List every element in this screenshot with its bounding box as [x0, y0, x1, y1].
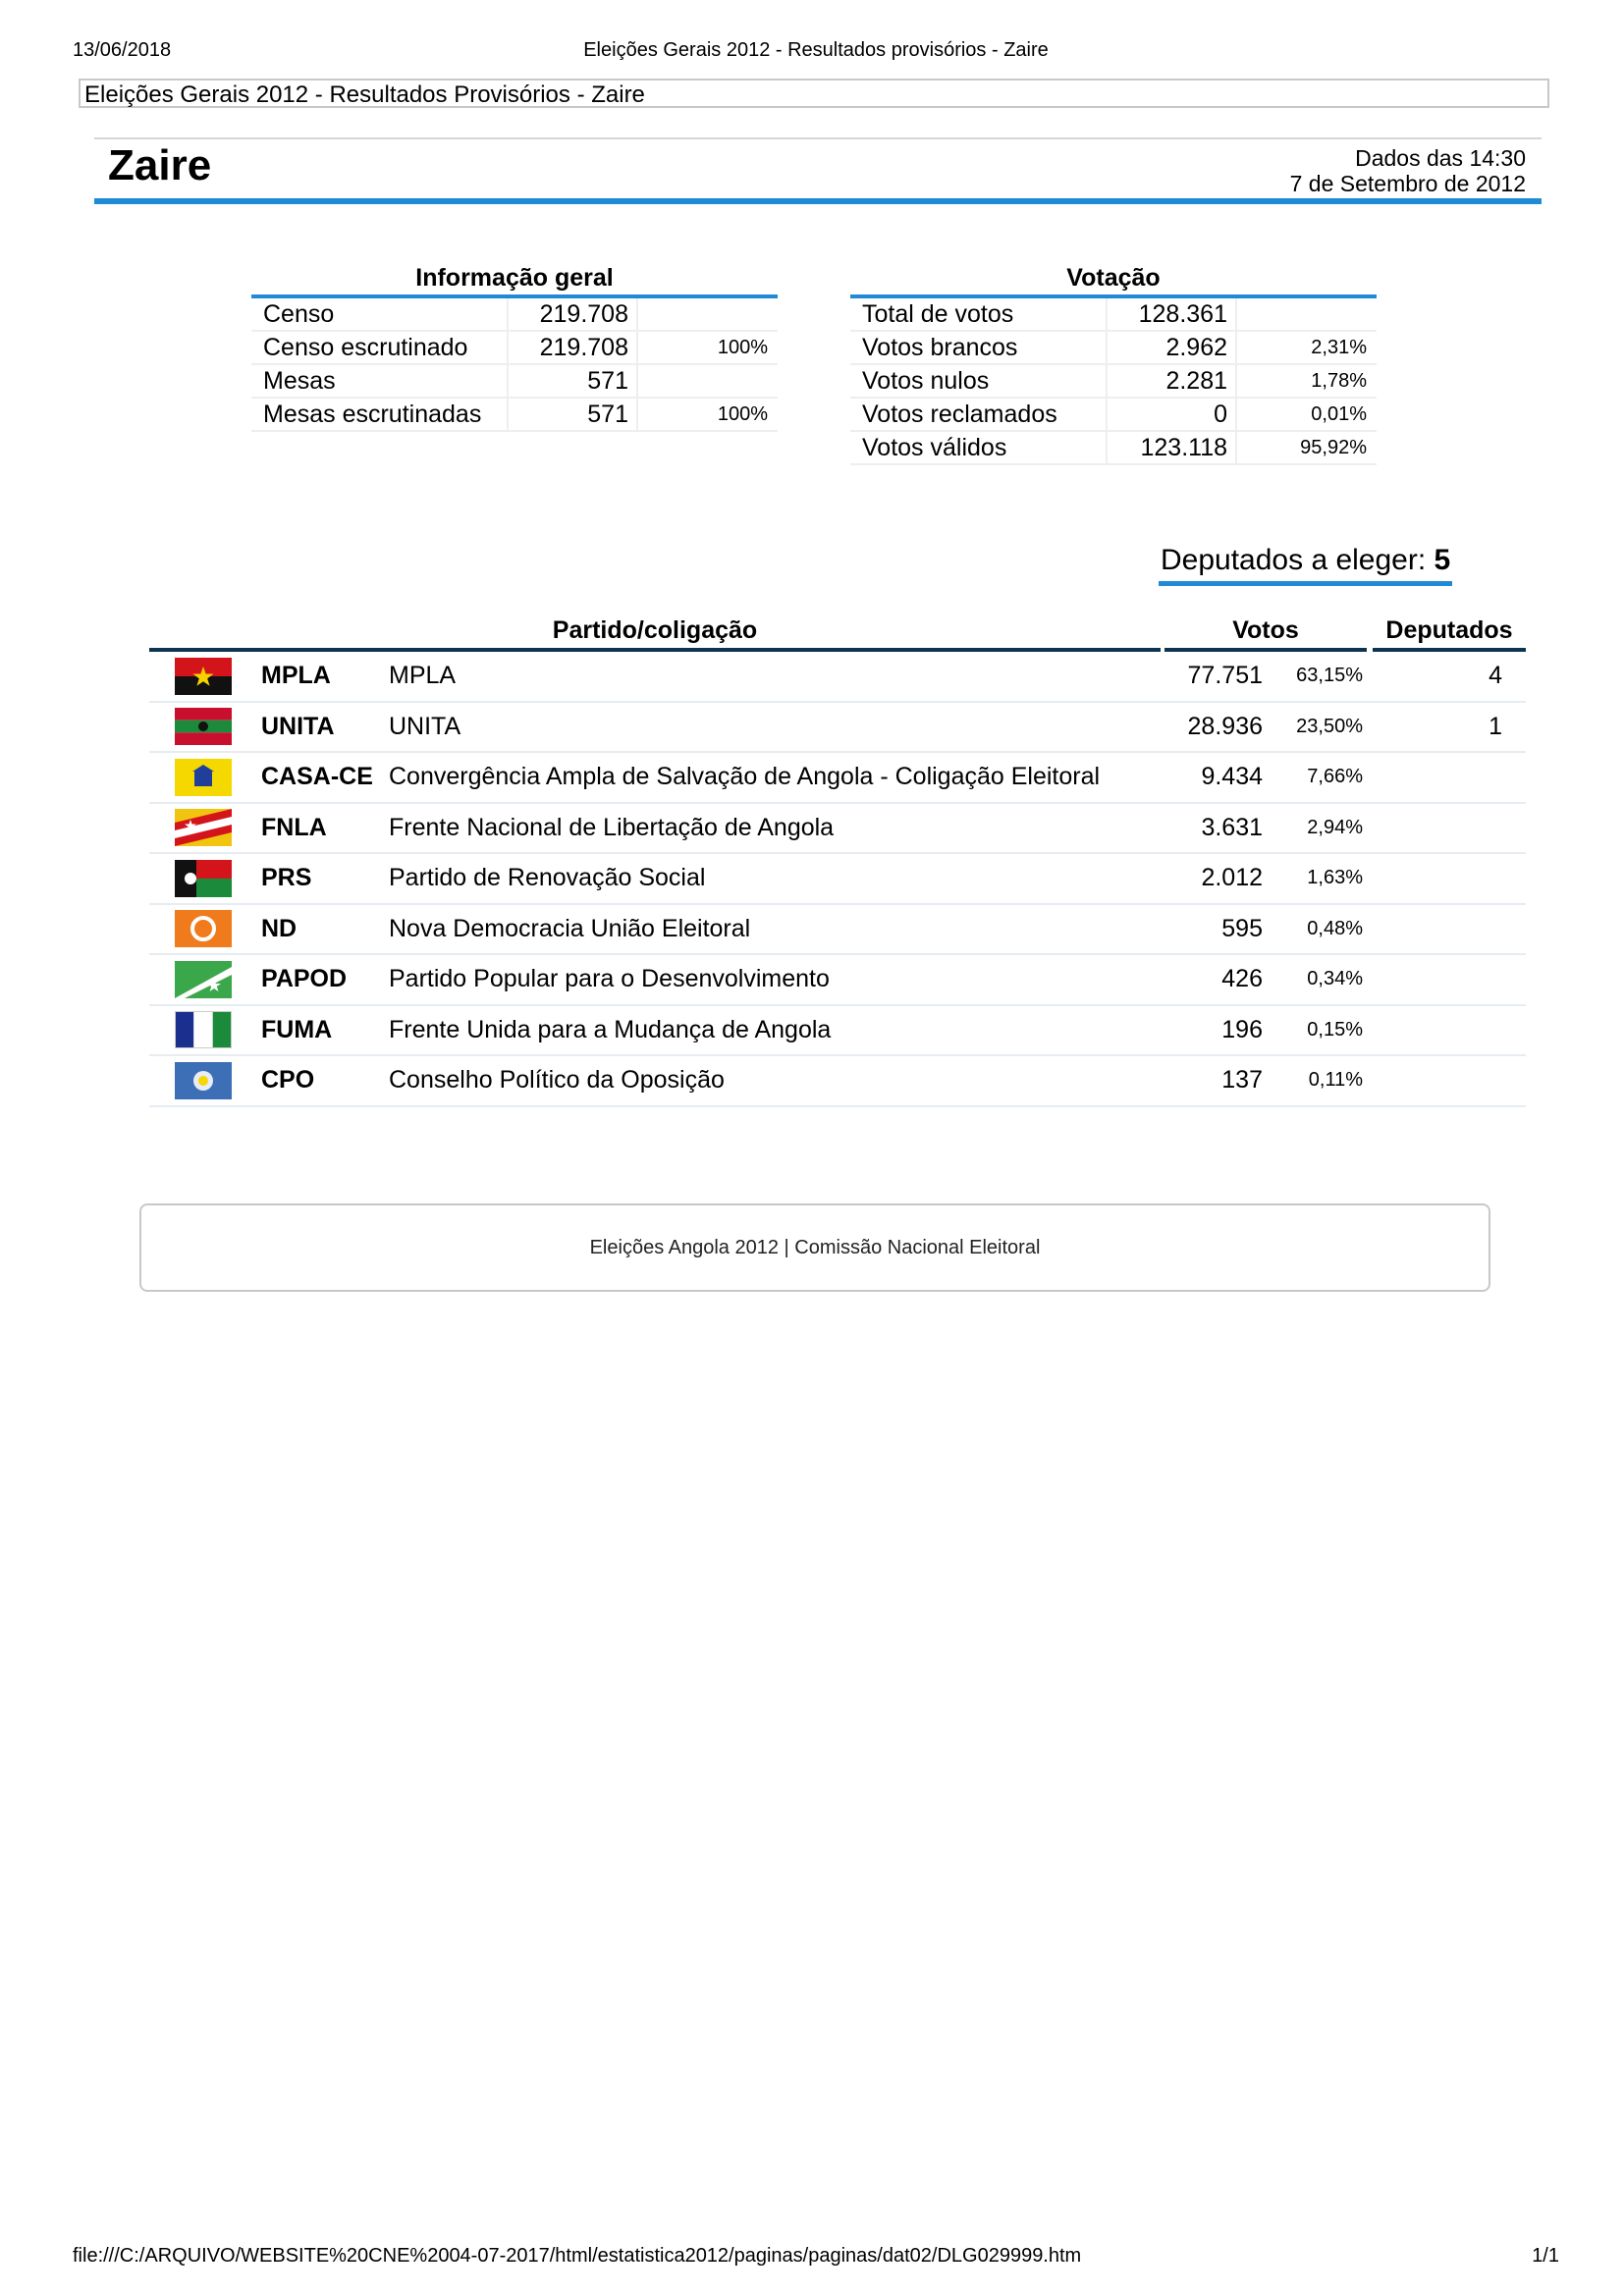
- party-pct: 0,34%: [1307, 968, 1363, 990]
- info-pct: 2,31%: [1311, 337, 1367, 358]
- party-votes: 77.751: [1187, 662, 1263, 690]
- party-name: Nova Democracia União Eleitoral: [389, 914, 751, 942]
- info-value: 219.708: [509, 332, 638, 363]
- results-table: [149, 609, 1526, 1107]
- print-doc-title: Eleições Gerais 2012 - Resultados provisórios - Zaire: [583, 39, 1049, 61]
- party-row: [149, 854, 1526, 905]
- update-time: Dados das 14:30: [1355, 145, 1526, 171]
- info-label: Censo: [251, 298, 509, 330]
- casa-ce-flag-icon: [175, 759, 232, 796]
- general-info-table: [251, 261, 778, 432]
- party-pct: 1,63%: [1307, 867, 1363, 889]
- cpo-flag-icon: [175, 1062, 232, 1099]
- info-label: Votos brancos: [850, 332, 1108, 363]
- party-name: MPLA: [389, 662, 457, 690]
- info-label: Votos válidos: [850, 432, 1108, 463]
- party-row: [149, 753, 1526, 804]
- party-pct: 0,11%: [1308, 1069, 1363, 1092]
- party-pct: 2,94%: [1307, 816, 1363, 838]
- party-abbr: CPO: [261, 1066, 315, 1095]
- party-votes: 137: [1221, 1066, 1263, 1095]
- site-footer: Eleições Angola 2012 | Comissão Nacional Eleitoral: [139, 1203, 1490, 1292]
- party-votes: 426: [1221, 965, 1263, 993]
- info-pct: 100%: [717, 337, 768, 358]
- party-row: [149, 804, 1526, 855]
- info-label: Total de votos: [850, 298, 1108, 330]
- info-value: 571: [509, 365, 638, 397]
- info-value: 571: [509, 399, 638, 430]
- party-votes: 595: [1221, 914, 1263, 942]
- unita-flag-icon: [175, 708, 232, 745]
- info-row: [850, 399, 1377, 432]
- party-votes: 3.631: [1201, 813, 1263, 841]
- print-footer: [73, 2245, 1559, 2274]
- party-abbr: PAPOD: [261, 965, 348, 993]
- region-header: [94, 137, 1542, 204]
- info-label: Censo escrutinado: [251, 332, 509, 363]
- party-name: Convergência Ampla de Salvação de Angola - Coligação Eleitoral: [389, 763, 1101, 791]
- nd-flag-icon: [175, 910, 232, 947]
- party-row: [149, 1006, 1526, 1057]
- party-seats: 1: [1489, 712, 1502, 740]
- info-value: 128.361: [1108, 298, 1237, 330]
- header-seats: Deputados: [1373, 609, 1526, 652]
- header-votes: Votos: [1164, 609, 1367, 652]
- info-row: [850, 298, 1377, 332]
- print-date: 13/06/2018: [73, 39, 172, 61]
- party-name: Frente Unida para a Mudança de Angola: [389, 1015, 832, 1043]
- update-timestamp: [1290, 145, 1526, 196]
- party-votes: 196: [1221, 1015, 1263, 1043]
- info-pct: [638, 298, 778, 330]
- info-value: 0: [1108, 399, 1237, 430]
- party-row: [149, 703, 1526, 754]
- party-pct: 0,48%: [1307, 917, 1363, 939]
- info-label: Mesas escrutinadas: [251, 399, 509, 430]
- seats-to-elect: [1159, 540, 1452, 586]
- region-name: Zaire: [108, 141, 212, 189]
- print-page-number: 1/1: [1532, 2245, 1559, 2267]
- party-name: Frente Nacional de Libertação de Angola: [389, 813, 835, 841]
- party-row: [149, 955, 1526, 1006]
- info-row: [251, 298, 778, 332]
- info-row: [850, 332, 1377, 365]
- fnla-flag-icon: [175, 809, 232, 846]
- info-pct: 1,78%: [1311, 370, 1367, 392]
- party-abbr: FUMA: [261, 1015, 333, 1043]
- info-label: Mesas: [251, 365, 509, 397]
- party-abbr: PRS: [261, 864, 312, 892]
- info-value: 219.708: [509, 298, 638, 330]
- info-pct: 95,92%: [1300, 437, 1367, 458]
- print-header: [73, 39, 1559, 69]
- info-row: [251, 399, 778, 432]
- print-url: file:///C:/ARQUIVO/WEBSITE%20CNE%2004-07-2017/html/estatistica2012/paginas/paginas/dat02/DLG029999.htm: [73, 2245, 1082, 2267]
- party-abbr: FNLA: [261, 813, 327, 841]
- party-pct: 63,15%: [1296, 665, 1363, 687]
- fuma-flag-icon: [175, 1011, 232, 1048]
- info-row: [251, 332, 778, 365]
- info-row: [850, 432, 1377, 465]
- party-name: UNITA: [389, 712, 461, 740]
- info-pct: 100%: [717, 403, 768, 425]
- party-row: [149, 905, 1526, 956]
- header-party: Partido/coligação: [149, 609, 1161, 652]
- party-abbr: ND: [261, 914, 298, 942]
- party-votes: 28.936: [1187, 712, 1263, 740]
- party-name: Conselho Político da Oposição: [389, 1066, 725, 1095]
- party-seats: 4: [1489, 662, 1502, 690]
- party-row: [149, 1056, 1526, 1107]
- info-pct: 0,01%: [1311, 403, 1367, 425]
- voting-title: Votação: [850, 261, 1377, 298]
- party-pct: 0,15%: [1307, 1018, 1363, 1041]
- party-pct: 23,50%: [1296, 715, 1363, 737]
- info-value: 2.962: [1108, 332, 1237, 363]
- info-row: [251, 365, 778, 399]
- party-abbr: MPLA: [261, 662, 331, 690]
- page-title: Eleições Gerais 2012 - Resultados Provisórios - Zaire: [79, 79, 1549, 108]
- party-abbr: CASA-CE: [261, 763, 373, 791]
- party-votes: 2.012: [1201, 864, 1263, 892]
- info-pct: [1237, 298, 1377, 330]
- info-pct: [638, 365, 778, 397]
- general-info-title: Informação geral: [251, 261, 778, 298]
- mpla-flag-icon: [175, 658, 232, 695]
- voting-table: [850, 261, 1377, 465]
- info-label: Votos reclamados: [850, 399, 1108, 430]
- update-date: 7 de Setembro de 2012: [1289, 171, 1526, 196]
- party-abbr: UNITA: [261, 712, 335, 740]
- papod-flag-icon: [175, 961, 232, 998]
- seats-to-elect-label: Deputados a eleger:: [1161, 544, 1427, 576]
- info-value: 2.281: [1108, 365, 1237, 397]
- party-name: Partido Popular para o Desenvolvimento: [389, 965, 830, 993]
- seats-to-elect-value: 5: [1434, 544, 1451, 576]
- results-header: [149, 609, 1526, 652]
- party-name: Partido de Renovação Social: [389, 864, 706, 892]
- info-row: [850, 365, 1377, 399]
- party-votes: 9.434: [1201, 763, 1263, 791]
- party-row: [149, 652, 1526, 703]
- info-value: 123.118: [1108, 432, 1237, 463]
- prs-flag-icon: [175, 860, 232, 897]
- info-label: Votos nulos: [850, 365, 1108, 397]
- party-pct: 7,66%: [1307, 766, 1363, 788]
